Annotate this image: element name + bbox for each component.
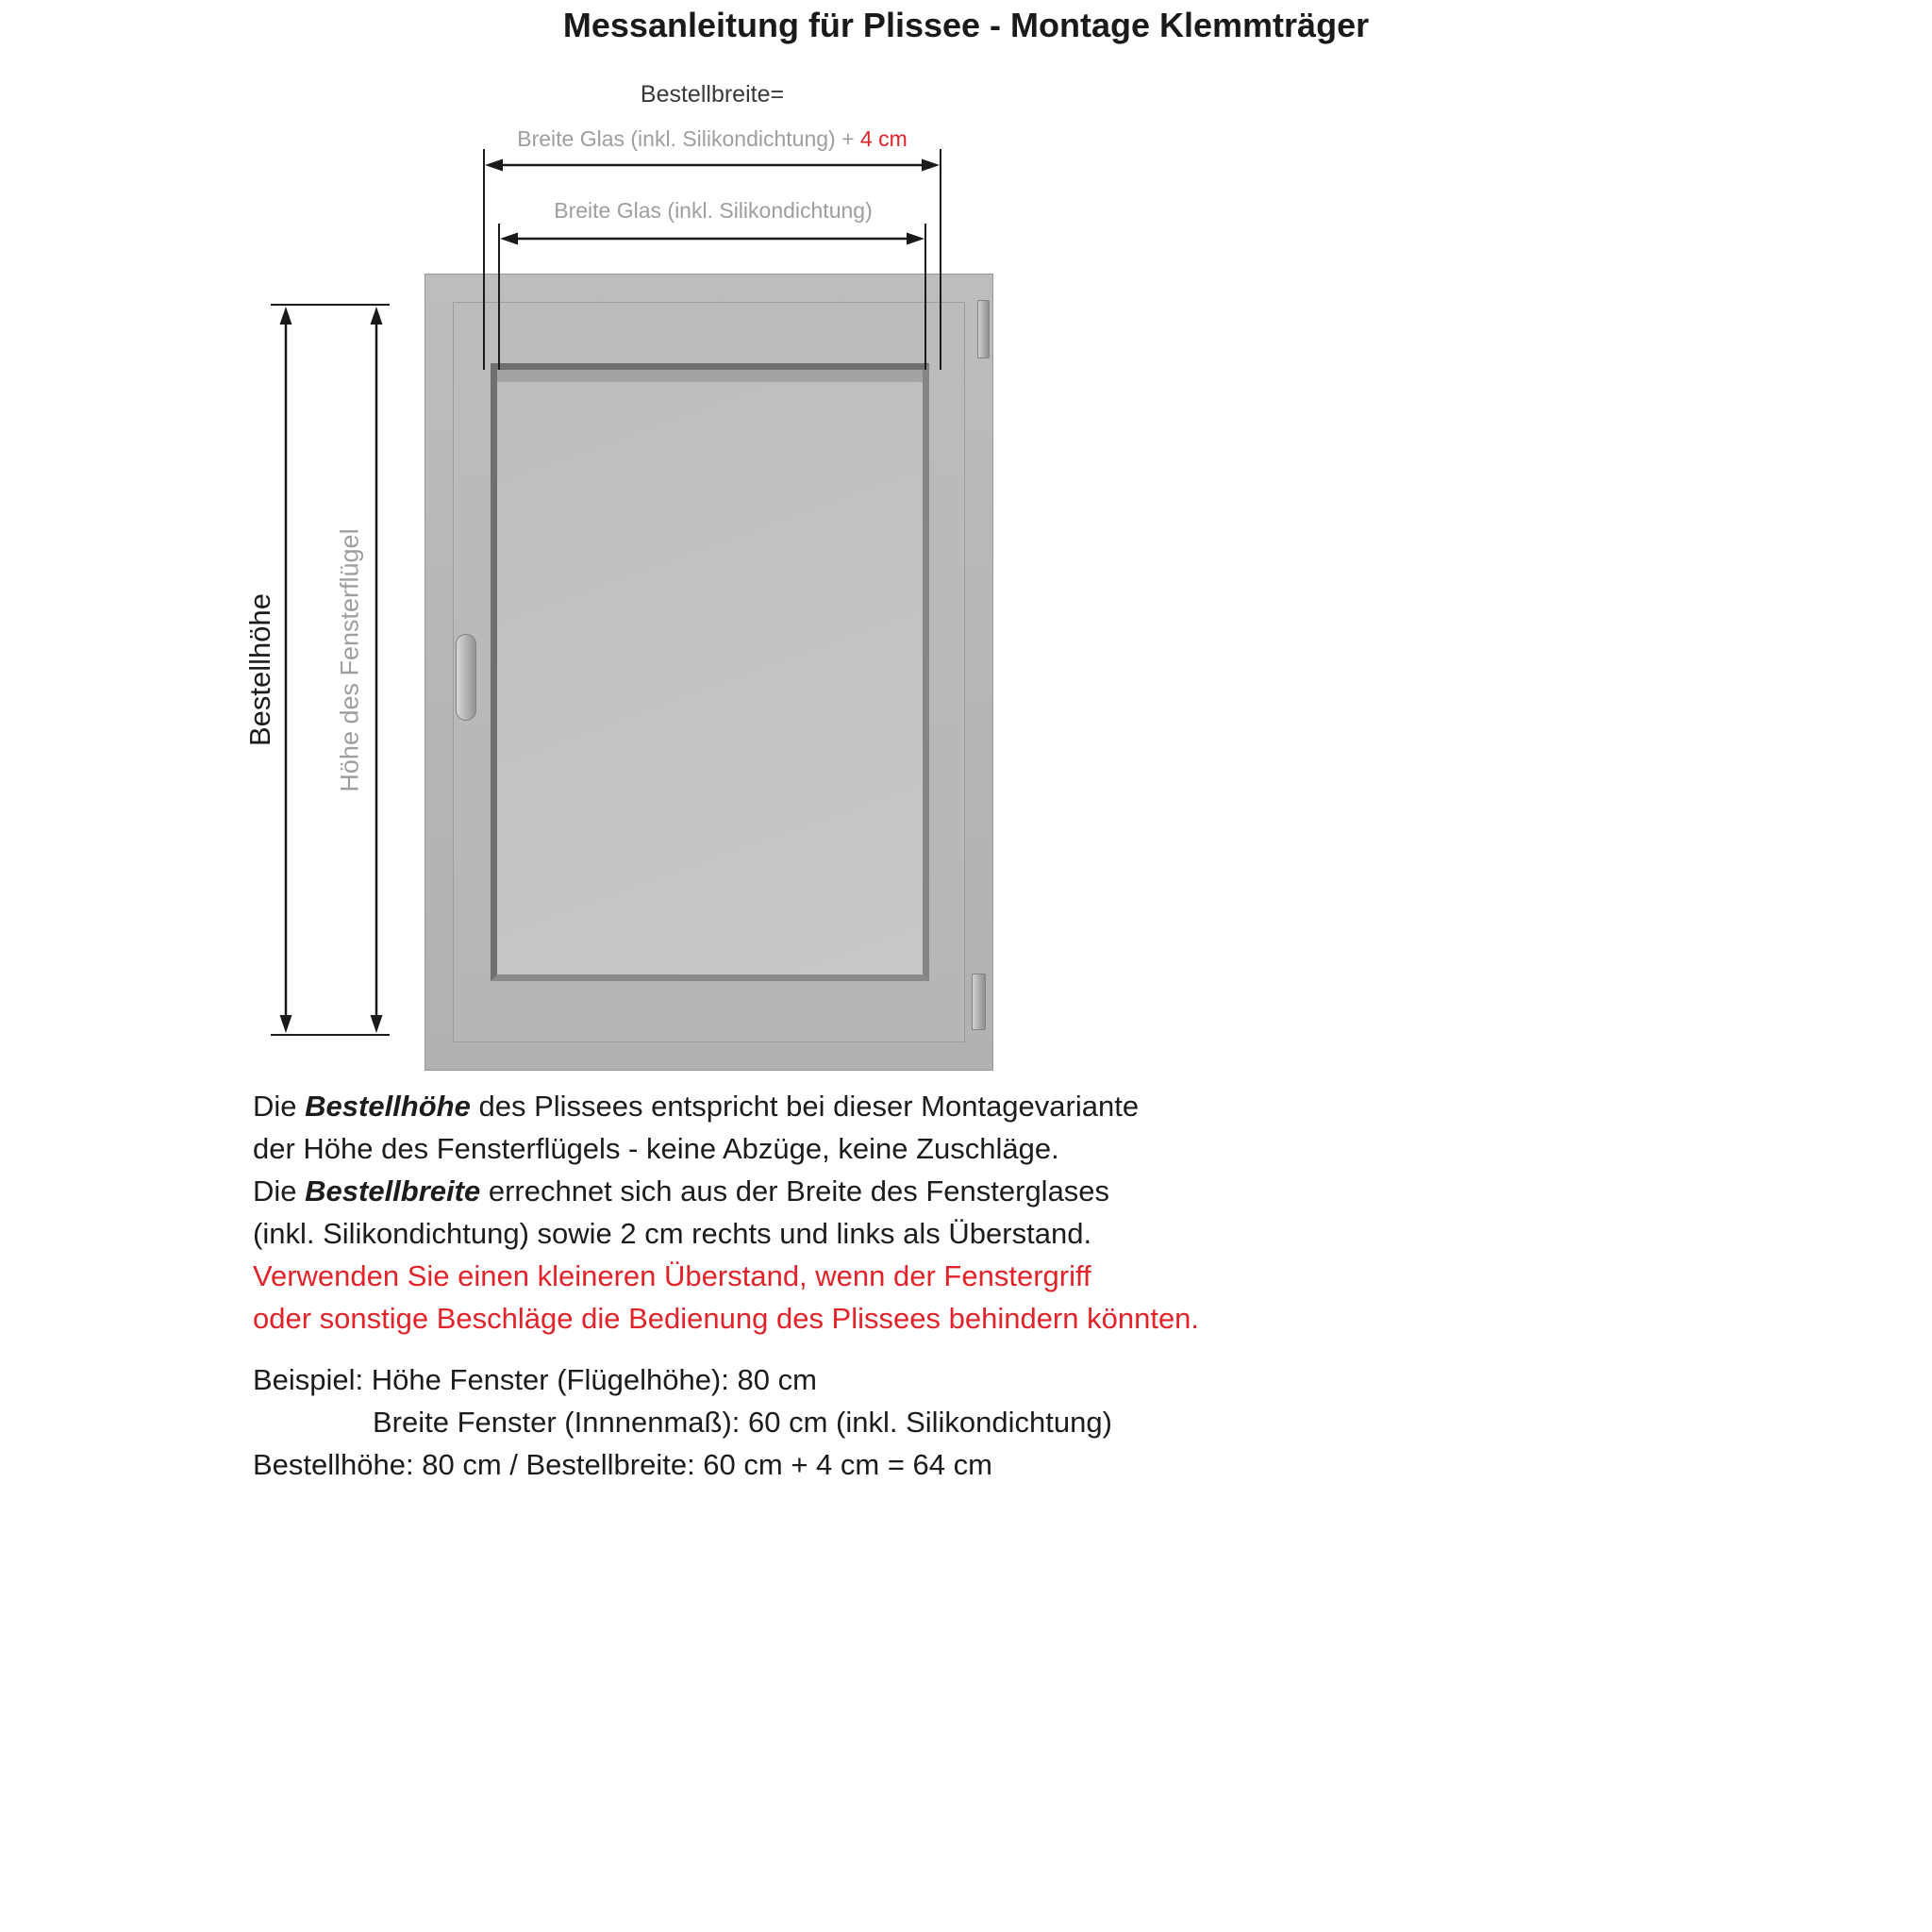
warning-line-1: Verwenden Sie einen kleineren Überstand, wenn der Fenstergriff [253,1259,1091,1292]
example-block [253,1358,1498,1486]
description-line-3-emph: Bestellbreite [305,1174,481,1208]
example-line-1: Beispiel: Höhe Fenster (Flügelhöhe): 80 cm [253,1363,817,1396]
example-line-3: Bestellhöhe: 80 cm / Bestellbreite: 60 cm + 4 cm = 64 cm [253,1448,992,1481]
description-line-4: (inkl. Silikondichtung) sowie 2 cm rechts und links als Überstand. [253,1217,1092,1250]
hinge-bottom-icon [972,974,986,1030]
page-title: Messanleitung für Plissee - Montage Klemmträger [562,6,1370,44]
description-line-3-pre: Die [253,1174,306,1208]
description-line-3-post: errechnet sich aus der Breite des Fensterglases [480,1174,1110,1208]
description-line-3 [253,1170,1498,1212]
order-width-label: Bestellbreite= [640,81,785,108]
description-line-2: der Höhe des Fensterflügels - keine Abzüge, keine Zuschläge. [253,1132,1059,1165]
description-line-1-pre: Die [253,1090,306,1123]
glass-width-plus-highlight: 4 cm [859,126,908,151]
description-line-1-emph: Bestellhöhe [305,1090,471,1123]
window-handle [456,634,476,721]
glass-width-label: Breite Glas (inkl. Silikondichtung) [554,198,873,223]
order-height-label: Bestellhöhe [243,592,276,747]
window-glass [491,363,929,981]
glass-width-arrow [500,233,924,245]
plissee-top-rail [497,370,923,382]
sash-height-arrow [371,307,383,1033]
description-line-1-post: des Plissees entspricht bei dieser Montagevariante [470,1090,1140,1123]
hinge-top-icon [977,300,990,358]
order-width-arrow [485,159,940,172]
warning-line-2: oder sonstige Beschläge die Bedienung des Plissees behindern könnten. [253,1302,1200,1335]
order-height-arrow [280,307,292,1033]
glass-width-plus-label [443,126,981,152]
tick-lines [271,305,390,1035]
sash-height-label: Höhe des Fensterflügel [335,528,364,792]
description-block [253,1085,1498,1486]
description-line-1 [253,1085,1498,1127]
glass-width-plus-prefix: Breite Glas (inkl. Silikondichtung) + [517,126,860,151]
example-line-2: Breite Fenster (Innnenmaß): 60 cm (inkl. Silikondichtung) [373,1406,1112,1439]
